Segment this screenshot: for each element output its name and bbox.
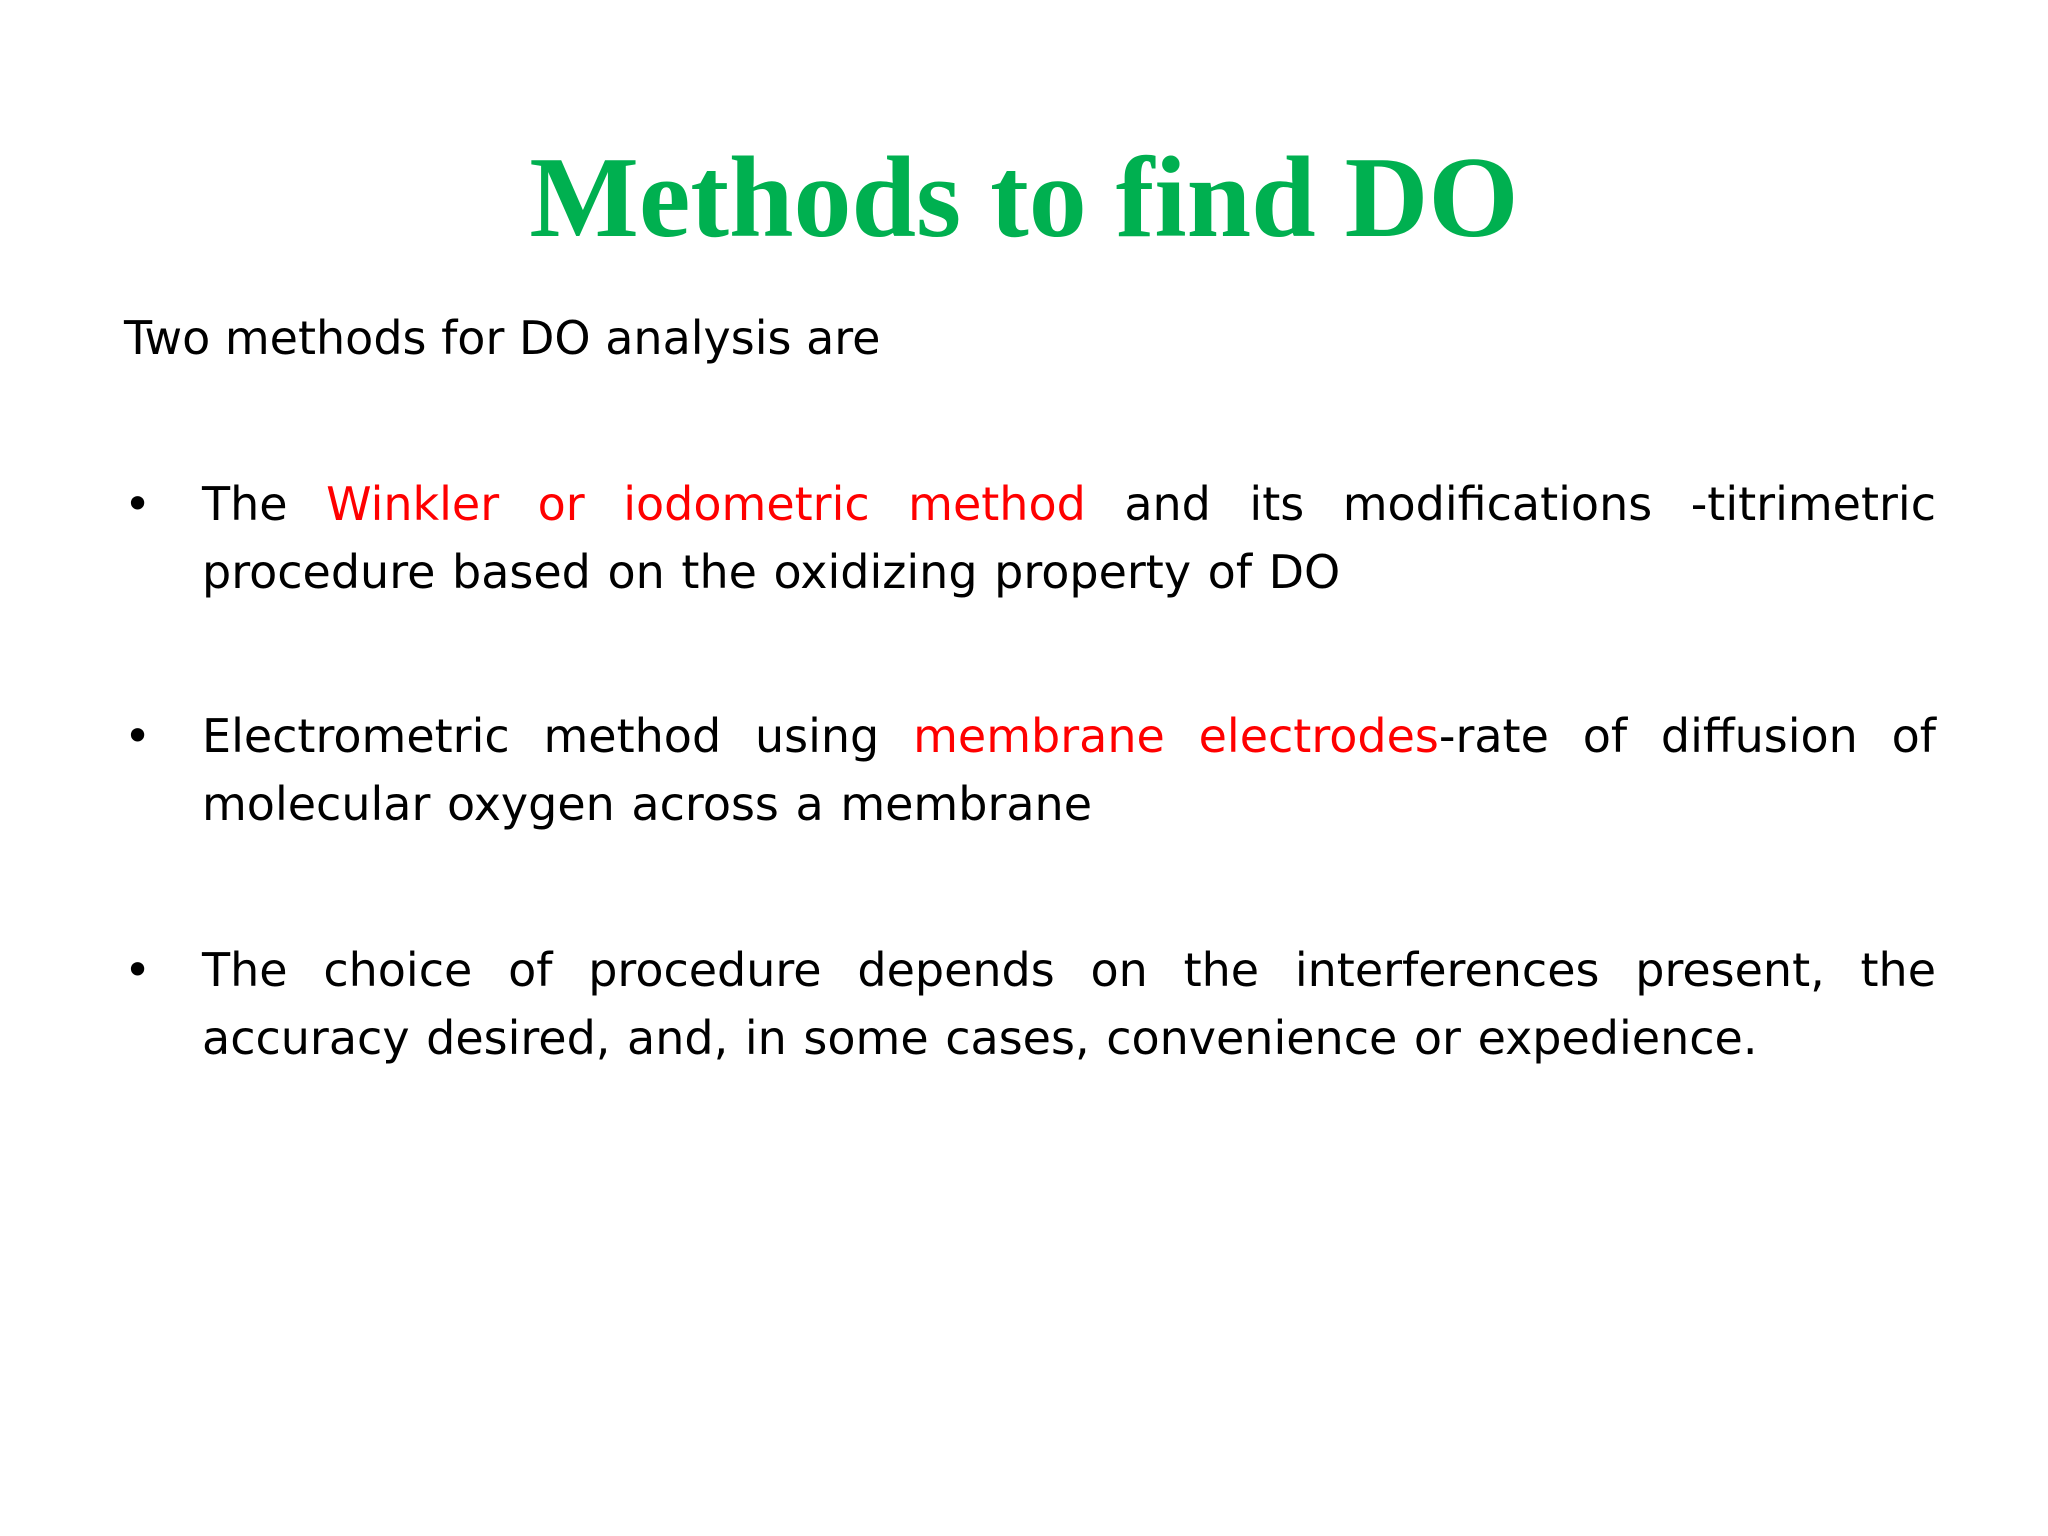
bullet-text: The choice of procedure depends on the interferences present, the accuracy desired, and, in some cases, convenience or expedience.	[202, 943, 1936, 1065]
bullet-text-before: Electrometric method using	[202, 709, 914, 763]
bullet-text	[202, 470, 1936, 606]
bullet-text	[202, 702, 1936, 838]
bullet-dot: •	[124, 477, 152, 531]
bullet-dot: •	[124, 709, 152, 763]
bullet-dot: •	[124, 943, 152, 997]
bullet-text-before: The	[202, 477, 327, 531]
highlight-membrane-electrodes: membrane electrodes	[913, 709, 1439, 763]
intro-text: Two methods for DO analysis are	[124, 311, 881, 365]
bullet-text-after: -rate of diffusion of molecular oxygen across a membrane	[202, 709, 1936, 831]
slide-title: Methods to find DO	[529, 134, 1519, 262]
bullet-text-after: and its modifications -titrimetric procedure based on the oxidizing property of DO	[202, 477, 1936, 599]
highlight-winkler-method: Winkler or iodometric method	[326, 477, 1086, 531]
